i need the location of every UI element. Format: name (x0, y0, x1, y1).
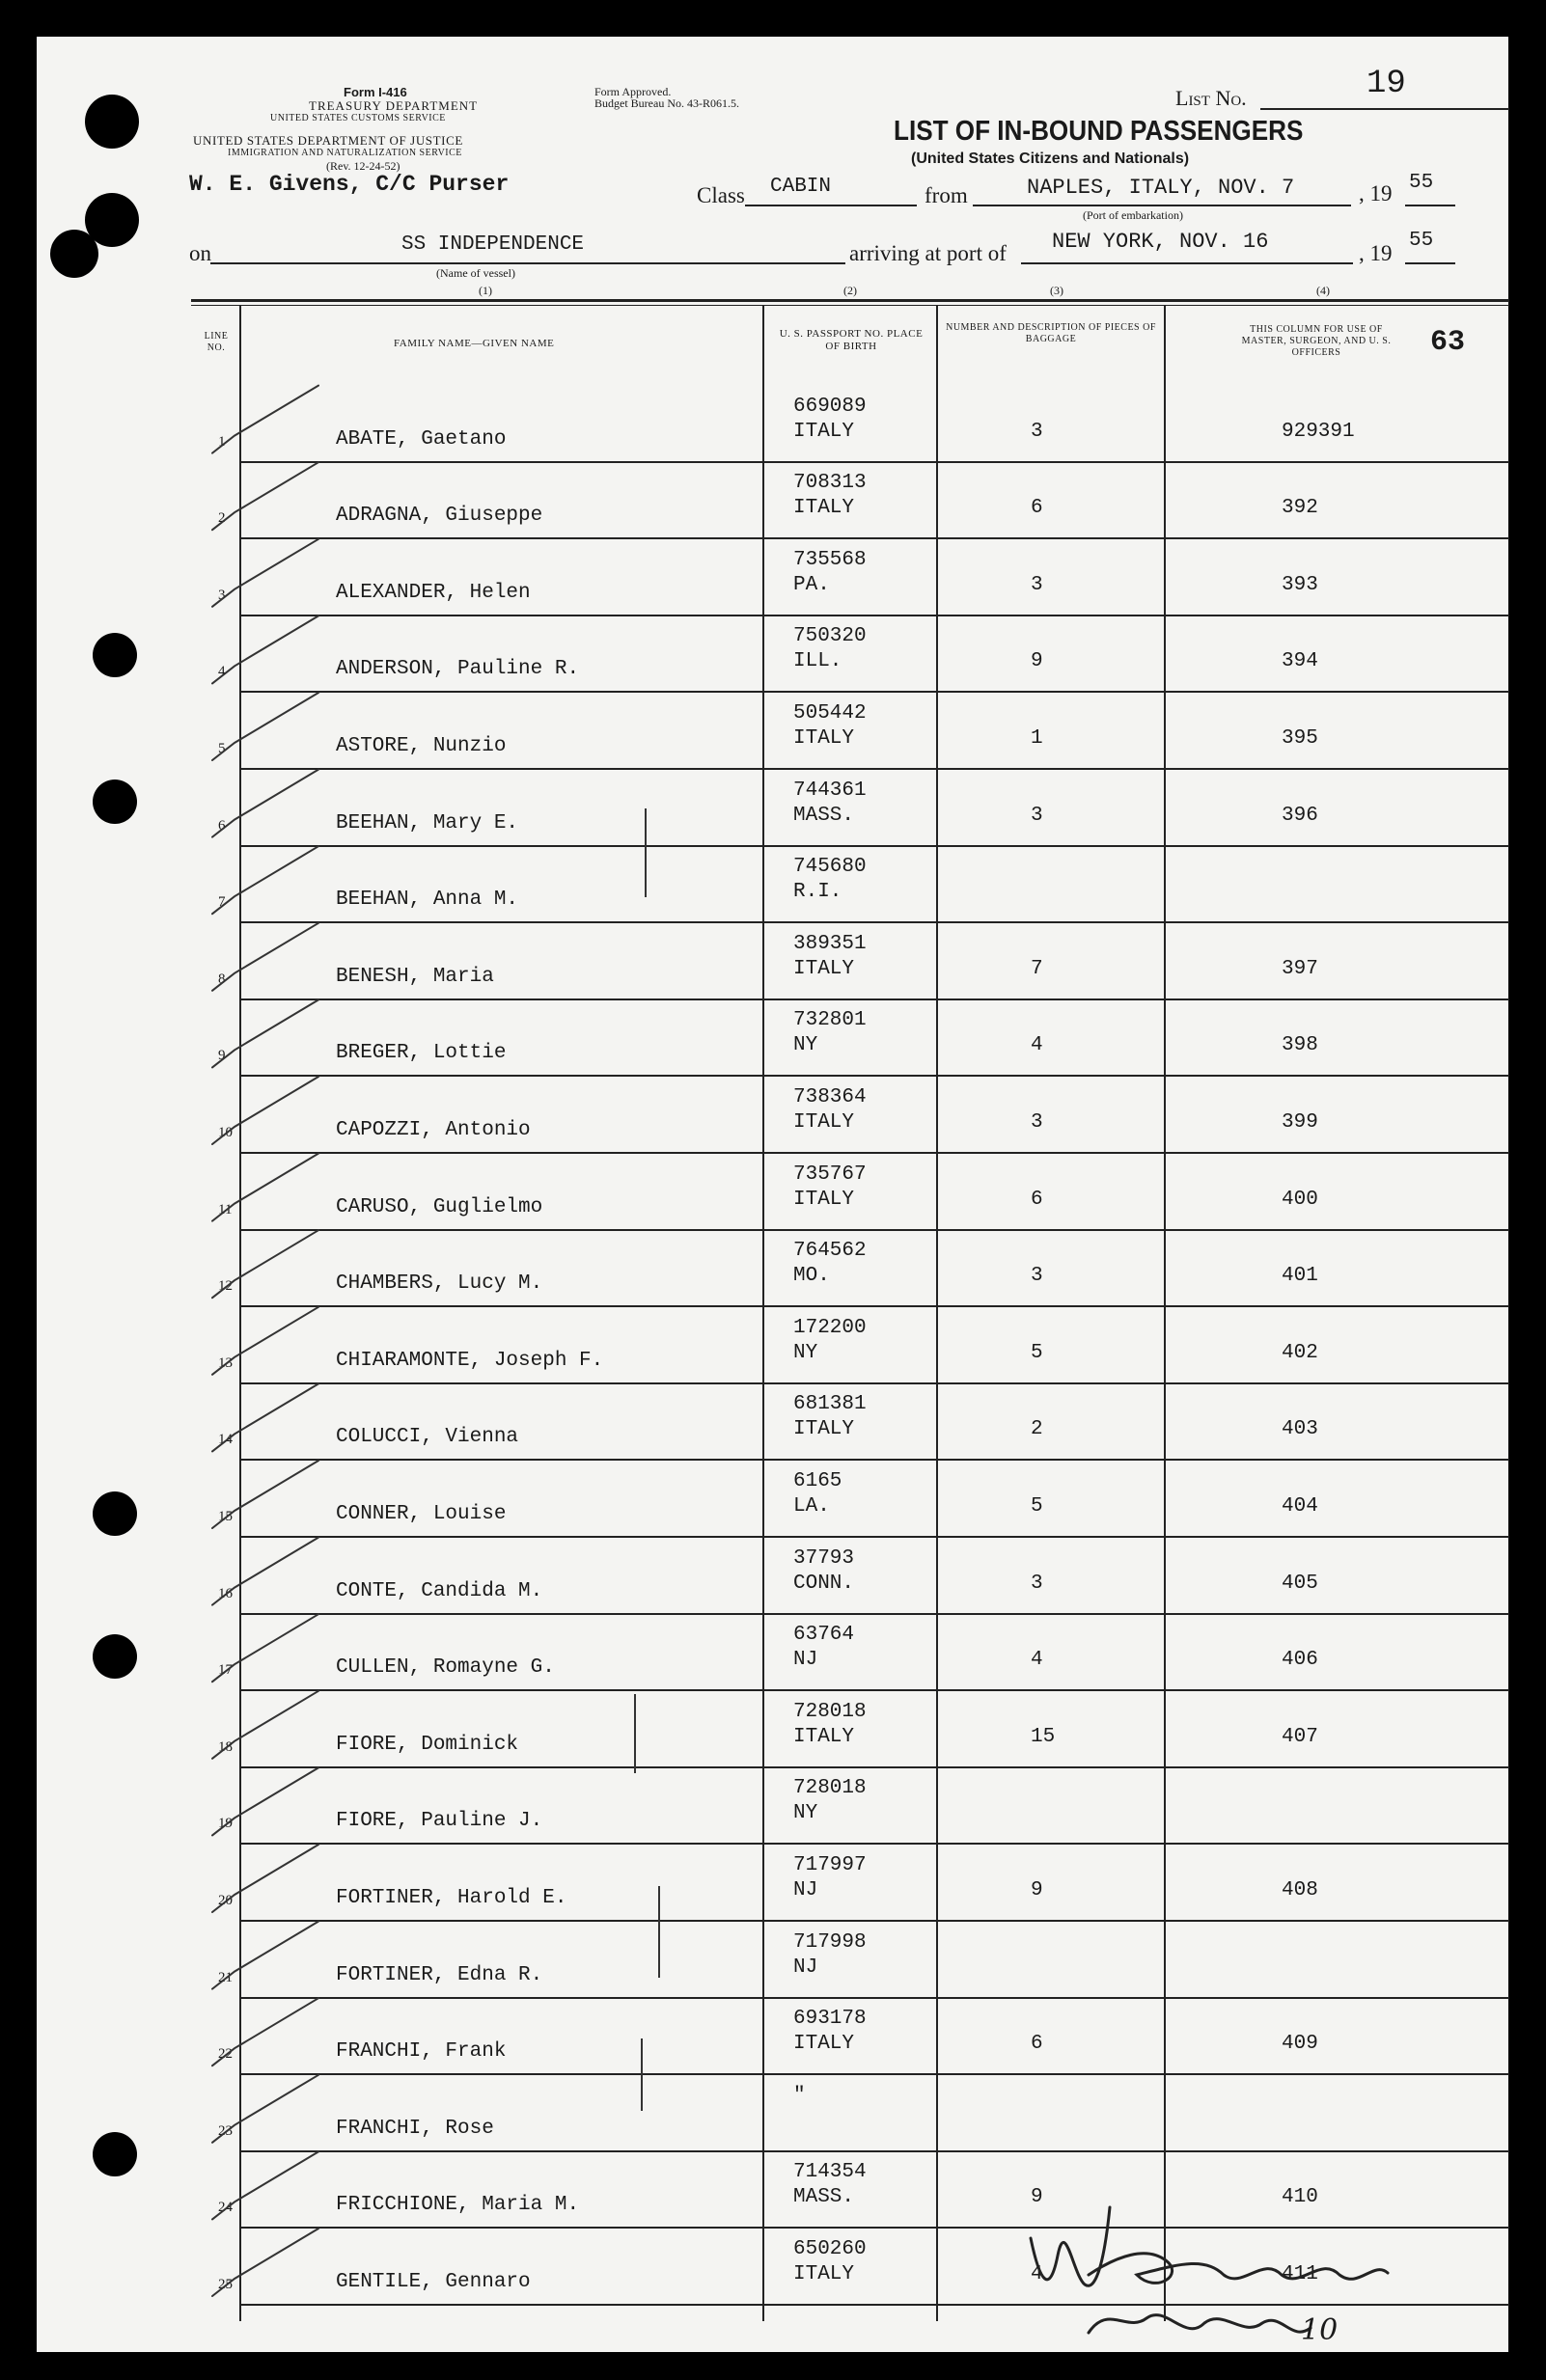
officer-number: 395 (1282, 727, 1318, 750)
baggage-count: 15 (1031, 1725, 1056, 1748)
place-of-birth: ITALY (793, 1725, 855, 1748)
place-of-birth: NY (793, 1802, 818, 1825)
officer-number: 410 (1282, 2186, 1318, 2209)
passenger-name: ANDERSON, Pauline R. (336, 658, 580, 681)
officer-number: 929391 (1282, 420, 1355, 443)
place-of-birth: ITALY (793, 727, 855, 750)
place-of-birth: PA. (793, 573, 830, 596)
place-of-birth: NJ (793, 1956, 818, 1979)
baggage-count: 3 (1031, 1265, 1043, 1288)
check-mark (212, 923, 318, 991)
line-number: 24 (218, 2200, 233, 2216)
passenger-name: GENTILE, Gennaro (336, 2271, 531, 2293)
purser-name: W. E. Givens, C/C Purser (189, 172, 510, 197)
check-mark (212, 1383, 318, 1451)
passenger-name: FORTINER, Harold E. (336, 1887, 567, 1909)
place-of-birth: NJ (793, 1649, 818, 1672)
officer-number: 396 (1282, 804, 1318, 827)
place-of-birth: ITALY (793, 1188, 855, 1211)
passport-number: 717997 (793, 1854, 867, 1876)
check-mark (212, 1307, 318, 1375)
line-number: 21 (218, 1969, 233, 1985)
officer-number: 394 (1282, 650, 1318, 673)
baggage-count: 1 (1031, 727, 1043, 750)
passport-number: 6165 (793, 1470, 842, 1492)
officer-number: 411 (1282, 2263, 1318, 2285)
line-number: 13 (218, 1354, 233, 1371)
header-name: FAMILY NAME—GIVEN NAME (394, 338, 555, 349)
officer-number: 405 (1282, 1572, 1318, 1595)
place-of-birth: ITALY (793, 957, 855, 980)
line-number: 8 (218, 971, 226, 987)
baggage-count: 3 (1031, 573, 1043, 596)
check-mark (212, 616, 318, 683)
place-of-birth: ITALY (793, 1418, 855, 1441)
passport-number: 37793 (793, 1546, 855, 1570)
baggage-count: 3 (1031, 804, 1043, 827)
check-mark (212, 1077, 318, 1144)
place-of-birth: NY (793, 1341, 818, 1364)
place-of-birth: ITALY (793, 420, 855, 443)
passenger-name: CAPOZZI, Antonio (336, 1119, 531, 1141)
place-of-birth: ILL. (793, 650, 842, 673)
line-number: 17 (218, 1662, 233, 1679)
baggage-count: 6 (1031, 1188, 1043, 1211)
class-value: CABIN (770, 176, 832, 198)
officer-number: 403 (1282, 1418, 1318, 1441)
header-baggage: NUMBER AND DESCRIPTION OF PIECES OF BAGGAGE (946, 322, 1156, 344)
check-mark (212, 2229, 318, 2296)
col-number: (1) (479, 284, 492, 297)
passenger-name: BENESH, Maria (336, 965, 494, 988)
on-label: on (189, 241, 211, 265)
line-number: 16 (218, 1585, 233, 1601)
baggage-count: 4 (1031, 2263, 1043, 2285)
passenger-name: FRANCHI, Rose (336, 2117, 494, 2140)
place-of-birth: MASS. (793, 2186, 855, 2209)
baggage-count: 3 (1031, 1111, 1043, 1134)
passenger-name: BEEHAN, Anna M. (336, 889, 519, 912)
passport-number: 728018 (793, 1777, 867, 1800)
officer-number: 406 (1282, 1649, 1318, 1672)
line-number: 11 (218, 1201, 233, 1217)
baggage-count: 2 (1031, 1418, 1043, 1441)
form-revision: (Rev. 12-24-52) (326, 159, 400, 173)
passenger-name: BEEHAN, Mary E. (336, 811, 519, 834)
passenger-name: ASTORE, Nunzio (336, 735, 507, 757)
check-mark (212, 1230, 318, 1298)
col-number: (2) (843, 284, 857, 297)
check-mark (212, 693, 318, 760)
officer-number: 399 (1282, 1111, 1318, 1134)
passport-number: 505442 (793, 702, 867, 725)
line-number: 14 (218, 1432, 233, 1448)
arriving-label: arriving at port of (849, 241, 1007, 265)
passenger-name: ADRAGNA, Giuseppe (336, 505, 543, 528)
baggage-count: 6 (1031, 497, 1043, 520)
line-number: 2 (218, 510, 226, 527)
year-prefix: , 19 (1359, 241, 1393, 265)
passport-number: 735568 (793, 548, 867, 571)
check-mark (212, 846, 318, 914)
line-number: 12 (218, 1278, 233, 1295)
list-no-label: List No. (1175, 86, 1247, 110)
baggage-count: 4 (1031, 1034, 1043, 1057)
header-passport: U. S. PASSPORT NO. PLACE OF BIRTH (779, 328, 924, 352)
place-of-birth: MO. (793, 1265, 830, 1288)
baggage-count: 3 (1031, 1572, 1043, 1595)
officer-number: 398 (1282, 1034, 1318, 1057)
passport-number: 63764 (793, 1624, 855, 1647)
officer-number: 397 (1282, 957, 1318, 980)
customs-service: UNITED STATES CUSTOMS SERVICE (270, 113, 446, 123)
passport-number: 764562 (793, 1240, 867, 1263)
line-number: 20 (218, 1893, 233, 1908)
baggage-count: 4 (1031, 1649, 1043, 1672)
baggage-count: 9 (1031, 650, 1043, 673)
passenger-name: CARUSO, Guglielmo (336, 1195, 543, 1218)
year-prefix: , 19 (1359, 181, 1393, 205)
ins-service: IMMIGRATION AND NATURALIZATION SERVICE (228, 148, 462, 158)
page-count: 63 (1430, 326, 1466, 359)
check-mark (212, 1461, 318, 1528)
check-mark (212, 386, 318, 453)
check-mark (212, 2075, 318, 2143)
treasury-department: TREASURY DEPARTMENT (309, 98, 479, 113)
check-mark (212, 1154, 318, 1221)
header-officers: THIS COLUMN FOR USE OF MASTER, SURGEON, AND U. S. OFFICERS (1241, 324, 1392, 358)
passport-number: 728018 (793, 1700, 867, 1723)
line-number: 19 (218, 1816, 233, 1832)
from-value: NAPLES, ITALY, NOV. 7 (1027, 176, 1295, 200)
officer-number: 393 (1282, 573, 1318, 596)
class-label: Class (697, 183, 745, 207)
passenger-name: ALEXANDER, Helen (336, 581, 531, 604)
passenger-name: CONNER, Louise (336, 1503, 507, 1525)
baggage-count: 9 (1031, 1879, 1043, 1901)
check-mark (212, 770, 318, 837)
officer-number: 402 (1282, 1341, 1318, 1364)
vessel-name: SS INDEPENDENCE (401, 233, 585, 256)
baggage-count: 6 (1031, 2033, 1043, 2056)
officer-number: 407 (1282, 1725, 1318, 1748)
col-number: (3) (1050, 284, 1063, 297)
line-number: 15 (218, 1509, 233, 1524)
from-label: from (925, 183, 968, 207)
passenger-name: ABATE, Gaetano (336, 427, 507, 451)
line-number: 5 (218, 741, 226, 756)
passenger-name: FIORE, Dominick (336, 1733, 519, 1756)
line-number: 3 (218, 587, 226, 603)
place-of-birth: LA. (793, 1495, 830, 1518)
line-number: 18 (218, 1738, 233, 1755)
place-of-birth: MASS. (793, 804, 855, 827)
officer-number: 400 (1282, 1188, 1318, 1211)
check-mark (212, 1922, 318, 1989)
vessel-caption: (Name of vessel) (436, 266, 515, 280)
passenger-name: CHIARAMONTE, Joseph F. (336, 1349, 604, 1372)
baggage-count: 9 (1031, 2186, 1043, 2209)
form-approved: Form Approved. (594, 85, 672, 98)
line-number: 25 (218, 2277, 233, 2292)
line-number: 23 (218, 2122, 233, 2139)
manifest-page (37, 37, 1508, 2352)
passenger-name: FORTINER, Edna R. (336, 1963, 543, 1986)
passenger-name: COLUCCI, Vienna (336, 1426, 519, 1449)
check-mark (212, 1845, 318, 1912)
passenger-name: CHAMBERS, Lucy M. (336, 1272, 543, 1296)
place-of-birth: ITALY (793, 1111, 855, 1134)
budget-bureau: Budget Bureau No. 43-R061.5. (594, 96, 739, 110)
check-mark (212, 2151, 318, 2219)
line-number: 4 (218, 664, 226, 680)
passport-number: 738364 (793, 1086, 867, 1108)
list-no: 19 (1367, 66, 1406, 102)
officer-number: 409 (1282, 2033, 1318, 2056)
year-arrive: 55 (1409, 230, 1434, 252)
place-of-birth: ITALY (793, 2033, 855, 2056)
year-from: 55 (1409, 172, 1434, 194)
form-subtitle: (United States Citizens and Nationals) (911, 150, 1190, 167)
form-title: LIST OF IN-BOUND PASSENGERS (894, 116, 1304, 147)
place-of-birth: ITALY (793, 497, 855, 520)
passport-number: 714354 (793, 2161, 867, 2184)
passenger-name: FIORE, Pauline J. (336, 1810, 543, 1833)
passenger-name: BREGER, Lottie (336, 1042, 507, 1065)
passport-number: 735767 (793, 1163, 867, 1186)
place-of-birth: CONN. (793, 1572, 855, 1595)
passport-number: 717998 (793, 1930, 867, 1954)
passenger-name: CULLEN, Romayne G. (336, 1656, 555, 1680)
handwritten-note: 10 (1301, 2313, 1339, 2347)
passport-number: 745680 (793, 856, 867, 879)
place-of-birth: NJ (793, 1879, 818, 1901)
check-mark (212, 1767, 318, 1835)
form-number: Form I-416 (344, 85, 407, 99)
line-number: 1 (218, 433, 226, 450)
passport-number: 693178 (793, 2008, 867, 2031)
passport-number: 172200 (793, 1316, 867, 1339)
check-mark (212, 1538, 318, 1605)
passport-number: 744361 (793, 779, 867, 802)
passport-number: 681381 (793, 1393, 867, 1416)
check-mark (212, 1614, 318, 1682)
check-mark (212, 462, 318, 530)
passport-number: 389351 (793, 932, 867, 955)
baggage-count: 3 (1031, 420, 1043, 443)
line-number: 7 (218, 894, 226, 911)
line-number: 10 (218, 1125, 233, 1140)
passport-number: 650260 (793, 2238, 867, 2260)
baggage-count: 5 (1031, 1341, 1043, 1364)
port-embark-caption: (Port of embarkation) (1083, 208, 1183, 222)
passenger-name: CONTE, Candida M. (336, 1579, 543, 1602)
passport-number: 669089 (793, 395, 867, 418)
col-number: (4) (1316, 284, 1330, 297)
officer-number: 392 (1282, 497, 1318, 520)
passport-number: " (793, 2084, 806, 2107)
justice-department: UNITED STATES DEPARTMENT OF JUSTICE (193, 133, 463, 148)
officer-number: 404 (1282, 1495, 1318, 1518)
handwritten-marks (37, 37, 1508, 2352)
passenger-name: FRICCHIONE, Maria M. (336, 2194, 580, 2217)
passport-number: 708313 (793, 472, 867, 495)
passport-number: 732801 (793, 1009, 867, 1032)
check-mark (212, 539, 318, 607)
line-number: 9 (218, 1048, 226, 1064)
baggage-count: 7 (1031, 957, 1043, 980)
header-line-no: LINE NO. (204, 331, 229, 353)
line-number: 6 (218, 817, 226, 834)
check-mark (212, 1998, 318, 2065)
officer-number: 408 (1282, 1879, 1318, 1901)
line-number: 22 (218, 2046, 233, 2063)
check-mark (212, 999, 318, 1067)
baggage-count: 5 (1031, 1495, 1043, 1518)
place-of-birth: NY (793, 1034, 818, 1057)
passenger-name: FRANCHI, Frank (336, 2040, 507, 2064)
place-of-birth: R.I. (793, 881, 842, 904)
check-mark (212, 1691, 318, 1759)
officer-number: 401 (1282, 1265, 1318, 1288)
arrival-port: NEW YORK, NOV. 16 (1052, 230, 1269, 254)
place-of-birth: ITALY (793, 2263, 855, 2285)
passport-number: 750320 (793, 625, 867, 648)
